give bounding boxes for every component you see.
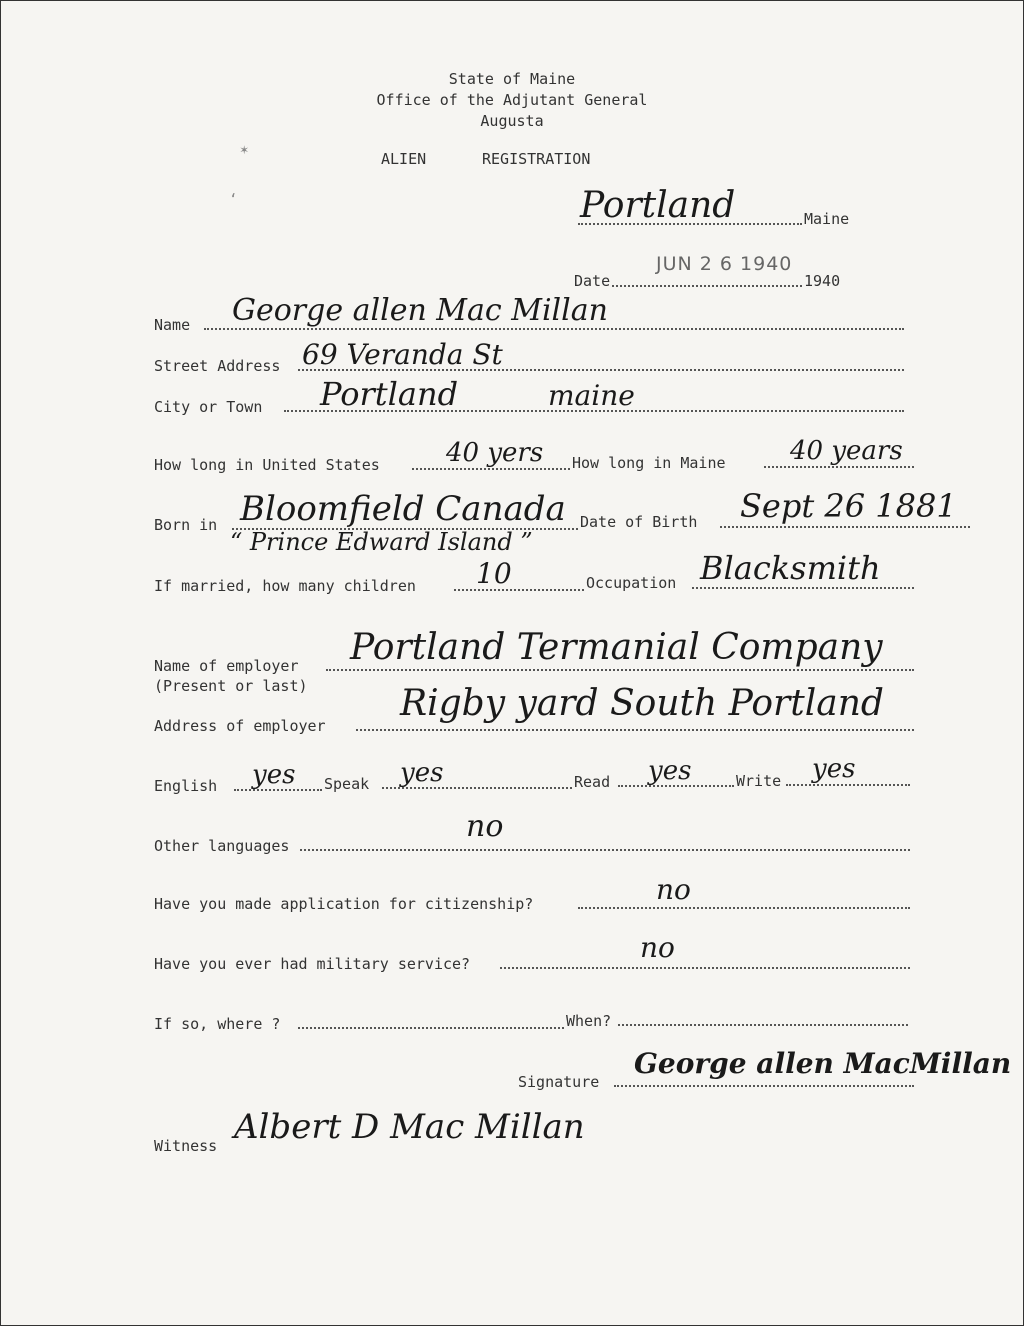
name-label: Name bbox=[154, 316, 191, 334]
employer-address-label: Address of employer bbox=[154, 717, 326, 735]
place-suffix: Maine bbox=[804, 210, 850, 228]
citizenship-label: Have you made application for citizenship? bbox=[154, 895, 534, 913]
employer-dots bbox=[326, 669, 914, 671]
employer-address-dots bbox=[356, 729, 914, 731]
military-value: no bbox=[640, 931, 675, 964]
header-registration: REGISTRATION bbox=[482, 150, 591, 168]
how-long-maine-label: How long in Maine bbox=[572, 454, 726, 472]
occupation-label: Occupation bbox=[586, 574, 677, 592]
signature-dots bbox=[614, 1085, 914, 1087]
military-label: Have you ever had military service? bbox=[154, 955, 471, 973]
write-dots bbox=[786, 784, 910, 786]
header-state: State of Maine bbox=[448, 70, 576, 88]
citizenship-value: no bbox=[656, 873, 691, 906]
born-value: Bloomfield Canada bbox=[240, 489, 566, 529]
city-label: City or Town bbox=[154, 398, 263, 416]
employer-label: Name of employer bbox=[154, 657, 299, 675]
street-value: 69 Veranda St bbox=[302, 338, 503, 371]
how-long-us-value: 40 yers bbox=[446, 438, 544, 468]
speak-label: Speak bbox=[324, 775, 370, 793]
if-so-dots bbox=[298, 1027, 564, 1029]
children-value: 10 bbox=[476, 557, 512, 590]
children-dots bbox=[454, 589, 584, 591]
when-label: When? bbox=[566, 1012, 612, 1030]
born-label: Born in bbox=[154, 516, 218, 534]
employer-value: Portland Termanial Company bbox=[350, 627, 883, 668]
date-year: 1940 bbox=[804, 272, 841, 290]
write-label: Write bbox=[736, 772, 782, 790]
other-languages-dots bbox=[300, 849, 910, 851]
state-value: maine bbox=[548, 379, 635, 412]
if-so-label: If so, where ? bbox=[154, 1015, 281, 1033]
header-alien: ALIEN bbox=[381, 150, 427, 168]
read-label: Read bbox=[574, 773, 611, 791]
occupation-dots bbox=[692, 587, 914, 589]
english-label: English bbox=[154, 777, 218, 795]
date-stamp: JUN 2 6 1940 bbox=[656, 253, 793, 275]
other-languages-value: no bbox=[466, 809, 504, 844]
scan-speck: ✶ bbox=[240, 142, 249, 158]
witness-value: Albert D Mac Millan bbox=[234, 1107, 585, 1147]
when-dots bbox=[618, 1024, 908, 1026]
scan-speck: ‘ bbox=[229, 192, 238, 208]
name-dots bbox=[204, 328, 904, 330]
date-label: Date bbox=[574, 272, 611, 290]
header-office: Office of the Adjutant General bbox=[376, 91, 648, 109]
how-long-us-dots bbox=[412, 468, 570, 470]
city-value: Portland bbox=[320, 375, 459, 413]
date-dots bbox=[612, 285, 802, 287]
born-value-line2: “ Prince Edward Island ” bbox=[230, 528, 533, 556]
witness-label: Witness bbox=[154, 1137, 218, 1155]
signature-label: Signature bbox=[518, 1073, 600, 1091]
how-long-us-label: How long in United States bbox=[154, 456, 380, 474]
name-value: George allen Mac Millan bbox=[232, 293, 608, 328]
employer-note: (Present or last) bbox=[154, 677, 308, 695]
dob-label: Date of Birth bbox=[580, 513, 698, 531]
dob-value: Sept 26 1881 bbox=[740, 487, 957, 525]
speak-value: yes bbox=[400, 758, 444, 788]
write-value: yes bbox=[812, 754, 856, 784]
military-dots bbox=[500, 967, 910, 969]
citizenship-dots bbox=[578, 907, 910, 909]
signature-value: George allen MacMillan bbox=[634, 1047, 1012, 1080]
married-label: If married, how many children bbox=[154, 577, 416, 595]
employer-address-value: Rigby yard South Portland bbox=[400, 683, 884, 724]
occupation-value: Blacksmith bbox=[700, 549, 881, 587]
place-value: Portland bbox=[580, 185, 736, 226]
read-value: yes bbox=[648, 756, 692, 786]
english-value: yes bbox=[252, 760, 296, 790]
how-long-maine-dots bbox=[764, 466, 914, 468]
how-long-maine-value: 40 years bbox=[790, 436, 903, 466]
dob-dots bbox=[720, 526, 970, 528]
other-languages-label: Other languages bbox=[154, 837, 290, 855]
header-city: Augusta bbox=[480, 112, 544, 130]
street-label: Street Address bbox=[154, 357, 281, 375]
